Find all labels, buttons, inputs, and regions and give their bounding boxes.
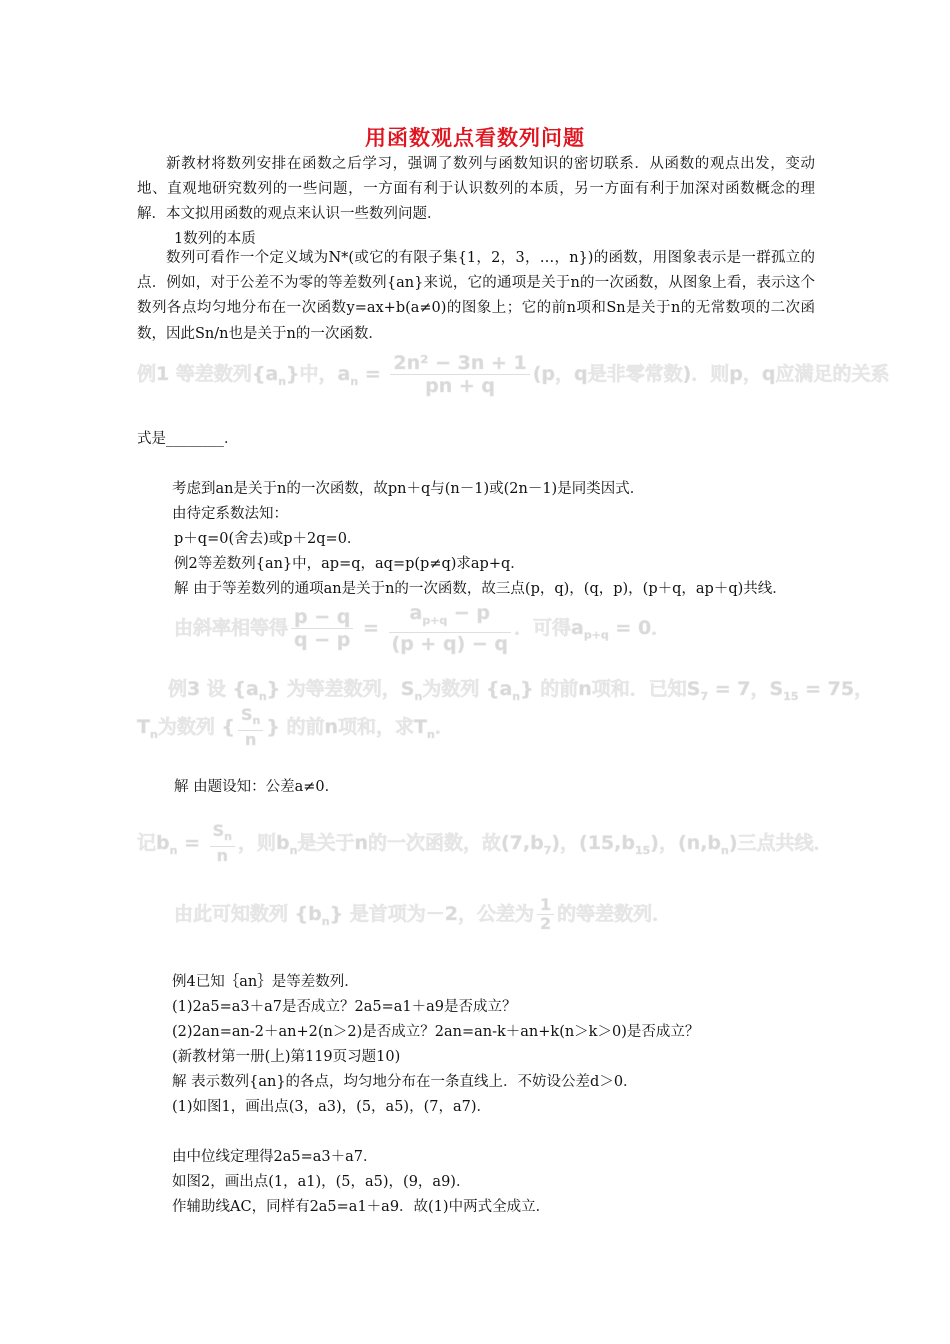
example-1-formula: 例1 等差数列$\{a_n\}$中，$a_n$ = $\frac{\text{2n² − 3n + 1}}{pn + q}$ (p，q是非零常数)．则p，q应满足的关系 <box>137 352 890 397</box>
intro-paragraph: 新教材将数列安排在函数之后学习，强调了数列与函数知识的密切联系．从函数的观点出发，变动地、直观地研究数列的一些问题，一方面有利于认识数列的本质，另一方面有利于加深对函数概念的理解．本文拟用函数的观点来认识一些数列问题． <box>137 156 815 223</box>
example-1-blank: 式是________． <box>137 431 239 447</box>
page-title: 用函数观点看数列问题 <box>365 125 585 150</box>
example-2-statement: 例2等差数列{an}中，ap=q，aq=p(p≠q)求ap+q． <box>174 556 525 572</box>
example-4-line: (1)2a5=a3＋a7是否成立？2a5=a1＋a9是否成立？ <box>172 999 517 1015</box>
section-1-paragraph: 数列可看作一个定义域为N*(或它的有限子集{1，2，3，…，n})的函数，用图象表示是一群孤立的点．例如，对于公差不为零的等差数列{an}来说，它的通项是关于n的一次函数，从图象上看，表示这个数列各点均匀地分布在一次函数y=ax+b(a≠0)的图象上；它的前n项和Sn是关于n的无常数项的二次函数，因此Sn/n也是关于n的一次函数． <box>137 250 815 342</box>
example-4-line: (新教材第一册(上)第119页习题10) <box>172 1049 401 1065</box>
ex1-solution-line: 考虑到an是关于n的一次函数，故pn＋q与(n－1)或(2n－1)是同类因式． <box>172 481 645 497</box>
example-2-formula: 由斜率相等得 $\frac{p - q}{q - p}$ = $\frac{a_{p+q} - p}{(p + q) - q}$ ．可得$a_{p+q} = 0$． <box>174 602 671 655</box>
example-3-line-1: 例3 设 $\{a_n\}$ 为等差数列，$S_n$为数列 $\{a_n\}$ 的前n项和．已知$S_7 = 7$，$S_{15} = 75$， <box>168 678 874 703</box>
example-3-formula-c: 由此可知数列 $\{b_n\}$ 是首项为－2，公差为 $\frac{1}{2}$ 的等差数列． <box>174 895 672 933</box>
ex1-solution-line: 由待定系数法知： <box>172 506 288 522</box>
example-4-line: (1)如图1，画出点(3，a3)，(5，a5)，(7，a7)． <box>172 1099 491 1115</box>
example-3-solution: 解 由题设知：公差a≠0． <box>174 779 340 795</box>
example-4-line: 如图2，画出点(1，a1)，(5，a5)，(9，a9)． <box>172 1174 471 1190</box>
ex1-solution-line: p＋q=0(舍去)或p＋2q=0． <box>174 531 362 547</box>
example-3-formula-b: 记$b_n$ = $\frac{S_n}{n}$ ，则$b_n$是关于n的一次函数，故$(7,b_7)$，$(15,b_{15})$，$(n,b_n)$三点共线． <box>137 821 833 866</box>
example-4-line: 由中位线定理得2a5=a3＋a7． <box>172 1149 378 1165</box>
example-4-line: 例4已知｛an｝是等差数列． <box>172 974 359 990</box>
example-4-line: 作辅助线AC，同样有2a5=a1＋a9．故(1)中两式全成立． <box>172 1199 551 1215</box>
section-heading-1: 1数列的本质 <box>174 231 256 247</box>
example-3-line-2: $T_n$为数列 { $\frac{S_n}{n}$ } 的前n项和，求$T_n$． <box>137 705 454 750</box>
example-4-line: (2)2an=an-2＋an+2(n＞2)是否成立？2an=an-k＋an+k(n＞k＞0)是否成立？ <box>172 1024 700 1040</box>
example-2-solution: 解 由于等差数列的通项an是关于n的一次函数，故三点(p，q)，(q，p)，(p＋q，ap＋q)共线． <box>174 581 787 597</box>
example-4-line: 解 表示数列{an}的各点，均匀地分布在一条直线上．不妨设公差d＞0． <box>172 1074 638 1090</box>
